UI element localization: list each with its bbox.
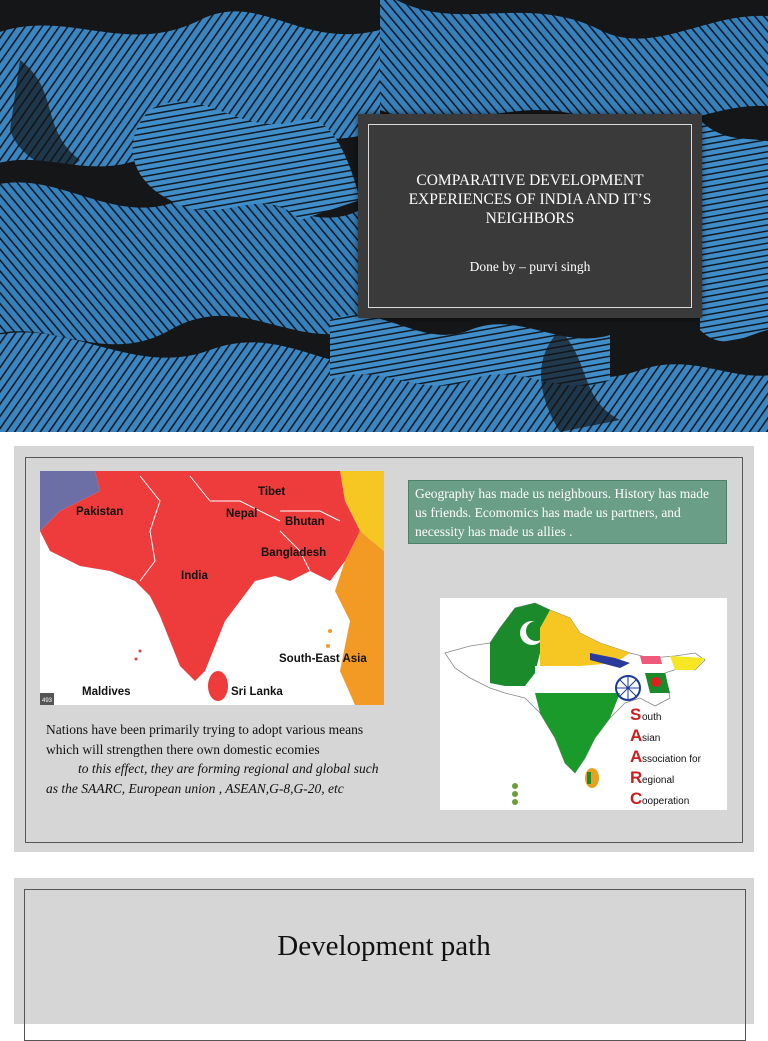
map-corner-number: 493 (42, 698, 53, 704)
body-paragraph-2: to this effect, they are forming regional and global such as the SAARC, European union , ASEAN,G-8,G-20, etc (46, 761, 379, 796)
map-label-south-east-asia: South-East Asia (279, 653, 367, 665)
title-box-border (368, 124, 692, 308)
saarc-letter-a2: A (630, 747, 643, 766)
saarc-word-cooperation: ooperation (642, 796, 690, 807)
saarc-word-asian: sian (642, 733, 661, 744)
map-label-bhutan: Bhutan (285, 516, 325, 528)
title-box (358, 114, 702, 318)
map-label-maldives: Maldives (82, 686, 131, 698)
presentation-title: COMPARATIVE DEVELOPMENT EXPERIENCES OF INDIA AND IT’S NEIGHBORS (408, 172, 652, 227)
saarc-flag-map (440, 598, 727, 810)
development-path-slide (14, 878, 754, 1024)
saarc-letter-c: C (630, 789, 643, 808)
presentation-subtitle: Done by – purvi singh (469, 259, 591, 274)
slide-title: Development path (277, 930, 491, 962)
saarc-word-regional: egional (642, 775, 675, 786)
body-text (46, 720, 391, 798)
body-paragraph-1: Nations have been primarily trying to adopt various means which will strengthen there own domestic ecomies (46, 722, 364, 757)
saarc-letter-r: R (630, 768, 643, 787)
slide-frame (24, 889, 746, 1041)
saarc-letter-a1: A (630, 726, 643, 745)
title-slide (0, 0, 768, 432)
map-label-pakistan: Pakistan (76, 506, 124, 518)
map-label-india: India (181, 570, 208, 582)
saarc-word-south: outh (642, 712, 662, 723)
saarc-letter-s: S (630, 705, 642, 724)
quote-box: Geography has made us neighbours. History has made us friends. Ecomomics has made us partners, and necessity has made us allies . (408, 480, 727, 544)
map-label-tibet: Tibet (258, 486, 286, 498)
map-label-sri-lanka: Sri Lanka (231, 686, 283, 698)
map-label-nepal: Nepal (226, 508, 258, 520)
map-label-bangladesh: Bangladesh (261, 547, 327, 559)
south-asia-map (40, 471, 384, 705)
saarc-word-association: ssociation for (642, 754, 701, 765)
